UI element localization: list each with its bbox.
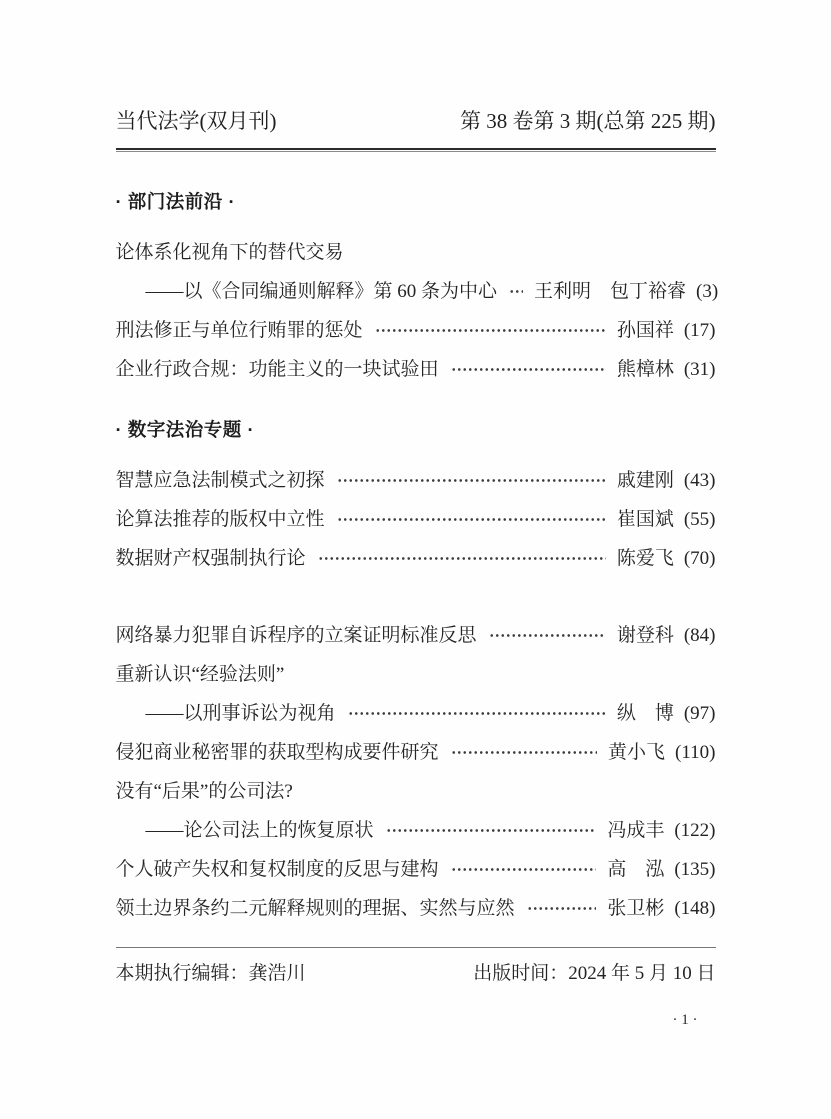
dot-leader <box>348 694 606 733</box>
content-column <box>115 105 719 1029</box>
section-heading: · 数字法治专题 · <box>115 419 255 440</box>
article-page-number: (43) <box>683 470 716 491</box>
dot-leader <box>527 889 597 928</box>
publish-date: 出版时间：2024 年 5 月 10 日 <box>473 963 716 984</box>
dot-leader <box>375 311 606 350</box>
dot-leader <box>337 461 606 500</box>
article-authors: 陈爱飞 <box>616 548 674 569</box>
article-page-number: (135) <box>674 859 716 880</box>
article-title: 重新认识“经验法则” <box>115 664 285 685</box>
article-page-number: (3) <box>696 281 719 302</box>
page-number: · 1 · <box>672 1012 698 1028</box>
article-title: ——论公司法上的恢复原状 <box>145 820 374 841</box>
issue-info: 第 38 卷第 3 期(总第 225 期) <box>460 109 716 133</box>
article-title: 侵犯商业秘密罪的获取型构成要件研究 <box>115 742 439 763</box>
article-title: 论算法推荐的版权中立性 <box>115 509 325 530</box>
toc-entry <box>116 461 716 500</box>
article-page-number: (110) <box>675 742 716 763</box>
article-authors: 黄小飞 <box>608 742 666 763</box>
toc-entry <box>116 500 716 539</box>
article-title: 个人破产失权和复权制度的反思与建构 <box>115 859 439 880</box>
toc-entry <box>116 850 716 889</box>
dot-leader <box>509 272 523 311</box>
article-authors: 王利明 包丁裕睿 <box>534 281 687 302</box>
journal-title: 当代法学(双月刊) <box>115 109 277 133</box>
dot-leader <box>337 500 606 539</box>
article-authors: 谢登科 <box>616 625 674 646</box>
article-title: ——以《合同编通则解释》第 60 条为中心 <box>145 281 498 302</box>
article-page-number: (17) <box>683 320 716 341</box>
dot-leader <box>318 539 606 578</box>
article-authors: 孙国祥 <box>616 320 674 341</box>
article-title: 数据财产权强制执行论 <box>115 548 306 569</box>
article-title: 刑法修正与单位行贿罪的惩处 <box>115 320 363 341</box>
toc-entry-subtitle <box>116 272 719 311</box>
toc-entry-subtitle <box>116 694 716 733</box>
toc-entry-subtitle <box>116 811 716 850</box>
toc-entry <box>116 350 716 389</box>
article-page-number: (84) <box>683 625 716 646</box>
article-page-number: (55) <box>683 509 716 530</box>
toc-list <box>115 152 719 947</box>
article-title: 智慧应急法制模式之初探 <box>115 470 325 491</box>
article-page-number: (70) <box>683 548 716 569</box>
article-page-number: (97) <box>683 703 716 724</box>
article-title: 网络暴力犯罪自诉程序的立案证明标准反思 <box>115 625 477 646</box>
toc-entry <box>116 539 716 578</box>
toc-entry <box>116 655 716 694</box>
article-authors: 张卫彬 <box>607 898 665 919</box>
toc-entry <box>116 311 716 350</box>
toc-entry <box>116 772 716 811</box>
article-authors: 纵 博 <box>616 703 674 724</box>
dot-leader <box>451 350 606 389</box>
article-authors: 戚建刚 <box>616 470 674 491</box>
article-authors: 高 泓 <box>607 859 665 880</box>
article-title: 论体系化视角下的替代交易 <box>115 242 344 263</box>
article-title: 企业行政合规：功能主义的一块试验田 <box>115 359 439 380</box>
executive-editor: 本期执行编辑：龚浩川 <box>115 963 306 984</box>
dot-leader <box>489 616 606 655</box>
article-authors: 冯成丰 <box>607 820 665 841</box>
toc-entry <box>116 616 716 655</box>
dot-leader <box>451 733 598 772</box>
dot-leader <box>386 811 597 850</box>
section-heading: · 部门法前沿 · <box>115 191 236 212</box>
article-authors: 熊樟林 <box>616 359 674 380</box>
toc-entry <box>116 889 716 928</box>
dot-leader <box>451 850 597 889</box>
article-page-number: (122) <box>674 820 716 841</box>
article-title: 领土边界条约二元解释规则的理据、实然与应然 <box>115 898 515 919</box>
article-page-number: (148) <box>674 898 716 919</box>
article-title: 没有“后果”的公司法? <box>115 781 293 802</box>
toc-entry <box>116 733 716 772</box>
toc-entry <box>116 233 716 272</box>
article-title: ——以刑事诉讼为视角 <box>145 703 336 724</box>
page-footer <box>116 948 716 986</box>
journal-header <box>116 105 716 137</box>
article-page-number: (31) <box>683 359 716 380</box>
article-authors: 崔国斌 <box>616 509 674 530</box>
